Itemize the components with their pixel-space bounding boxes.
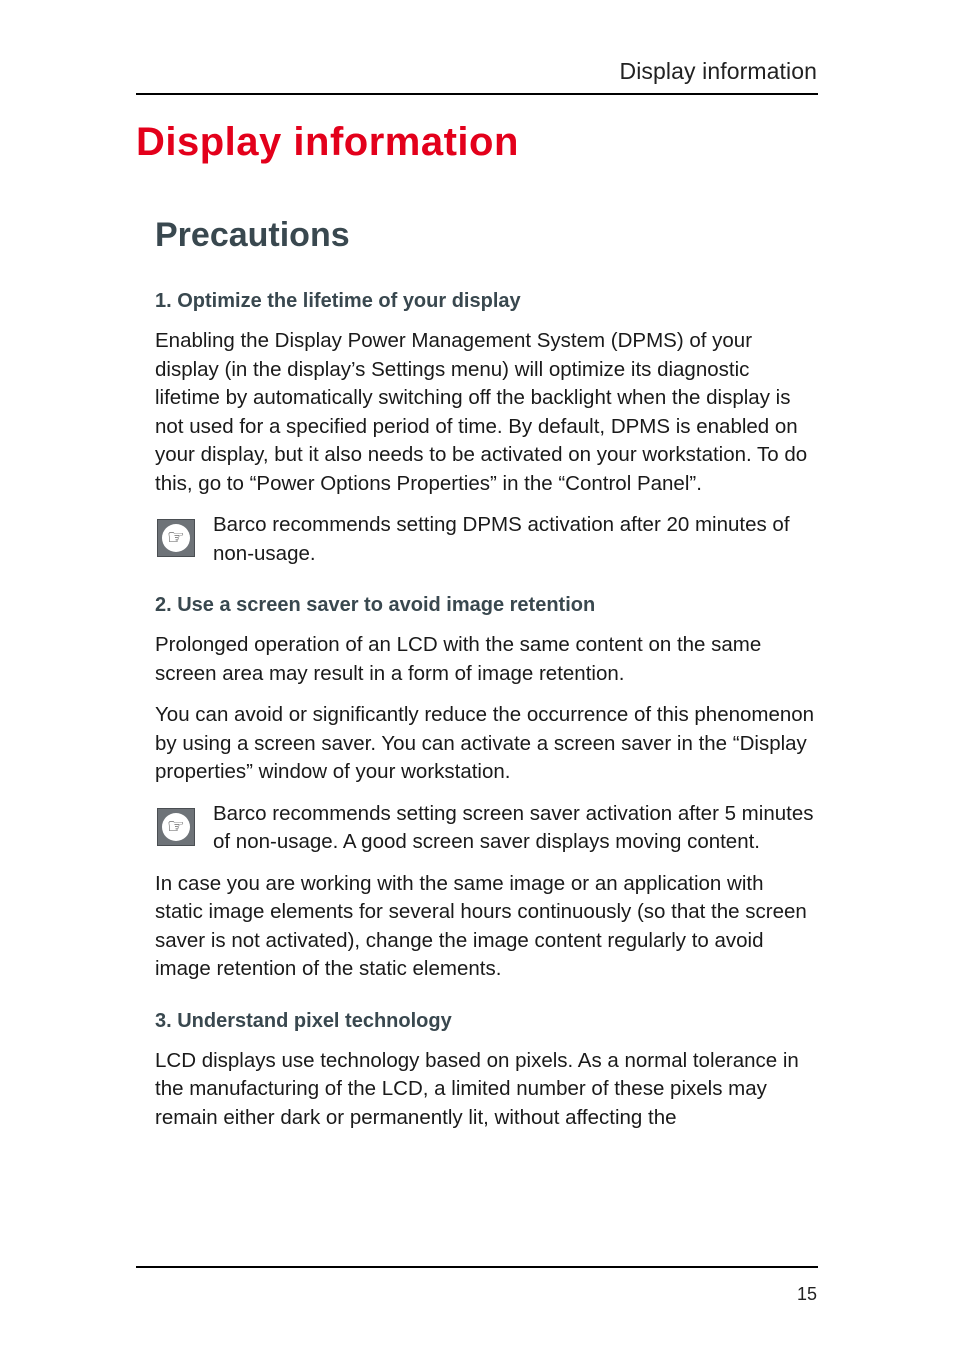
page-content	[155, 286, 815, 1132]
paragraph-pixels: LCD displays use technology based on pixels. As a normal tolerance in the manufacturing of the LCD, a limited number of these pixels may remain either dark or permanently lit, without affecting the	[155, 1048, 799, 1129]
chapter-title: Display information	[136, 120, 519, 164]
subsection-heading-2: 2. Use a screen saver to avoid image retention	[155, 594, 596, 616]
note-text: Barco recommends setting screen saver activation after 5 minutes of non-usage. A good screen saver displays moving content.	[213, 801, 814, 853]
pointing-hand-icon: ☞	[157, 808, 195, 846]
subsection-heading-1: 1. Optimize the lifetime of your display	[155, 290, 521, 312]
note-dpms	[155, 511, 815, 568]
paragraph-static-elements: In case you are working with the same image or an application with static image elements for several hours continuously (so that the screen saver is not activated), change the image content regularly to avoid image retention of the static elements.	[155, 871, 807, 980]
section-title: Precautions	[155, 216, 350, 254]
paragraph-screensaver: You can avoid or significantly reduce the occurrence of this phenomenon by using a screen saver. You can activate a screen saver in the “Display properties” window of your workstation.	[155, 703, 815, 783]
paragraph-dpms: Enabling the Display Power Management System (DPMS) of your display (in the display’s Settings menu) will optimize its diagnostic lifetime by automatically switching off the backlight when the display is not used for a specified period of time. By default, DPMS is enabled on your display, but it also needs to be activated on your workstation. To do this, go to “Power Options Properties” in the “Control Panel”.	[155, 329, 808, 495]
note-screensaver	[155, 800, 815, 857]
page-number: 15	[796, 1284, 817, 1304]
pointing-hand-icon: ☞	[157, 519, 195, 557]
footer-rule	[136, 1266, 818, 1268]
note-text: Barco recommends setting DPMS activation after 20 minutes of non-usage.	[213, 513, 790, 565]
subsection-heading-3: 3. Understand pixel technology	[155, 1009, 452, 1032]
header-rule	[136, 93, 818, 95]
paragraph-retention: Prolonged operation of an LCD with the same content on the same screen area may result in a form of image retention.	[155, 633, 762, 685]
running-header: Display information	[619, 58, 817, 84]
